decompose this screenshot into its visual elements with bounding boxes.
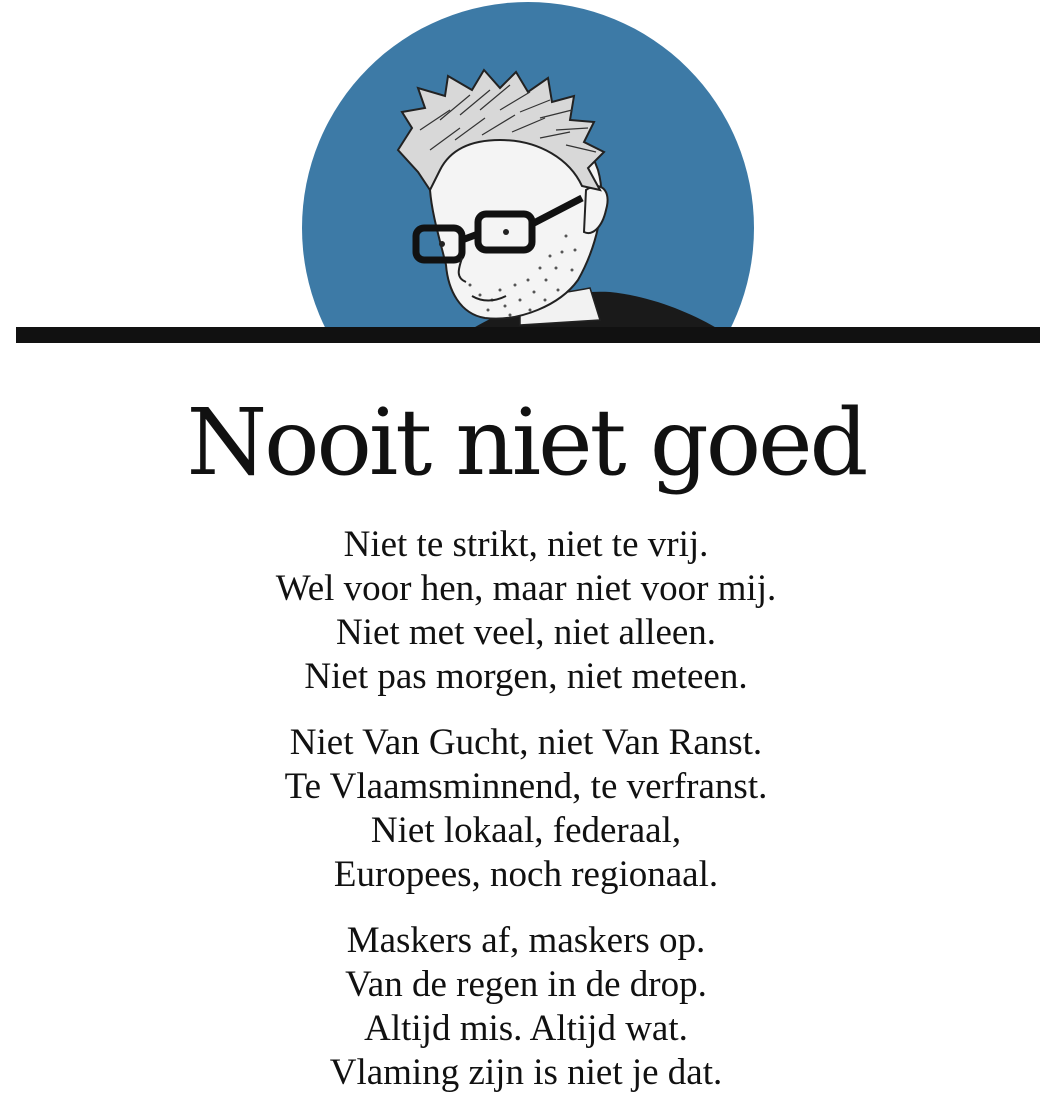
poem-line: Niet met veel, niet alleen. (335, 612, 717, 653)
poem-stanza-1 (0, 523, 1052, 699)
poem-line: Niet Van Gucht, niet Van Ranst. (289, 722, 763, 763)
header-divider-bar (16, 327, 1040, 343)
poem-line: Altijd mis. Altijd wat. (364, 1008, 688, 1049)
poem-line: Vlaming zijn is niet je dat. (329, 1052, 723, 1093)
poem-line: Te Vlaamsminnend, te verfranst. (284, 766, 768, 807)
author-portrait (0, 0, 1052, 330)
poem-body (0, 523, 1052, 1117)
poem-line: Niet te strikt, niet te vrij. (343, 524, 709, 565)
poem-line: Maskers af, maskers op. (346, 920, 706, 961)
poem-stanza-2 (0, 721, 1052, 897)
poem-stanza-3 (0, 919, 1052, 1095)
header-illustration (0, 0, 1052, 330)
poem-line: Europees, noch regionaal. (333, 854, 719, 895)
poem-line: Niet lokaal, federaal, (370, 810, 682, 851)
poem-line: Van de regen in de drop. (345, 964, 707, 1005)
article-title: Nooit niet goed (186, 389, 866, 496)
poem-line: Wel voor hen, maar niet voor mij. (275, 568, 777, 609)
poem-line: Niet pas morgen, niet meteen. (304, 656, 748, 697)
